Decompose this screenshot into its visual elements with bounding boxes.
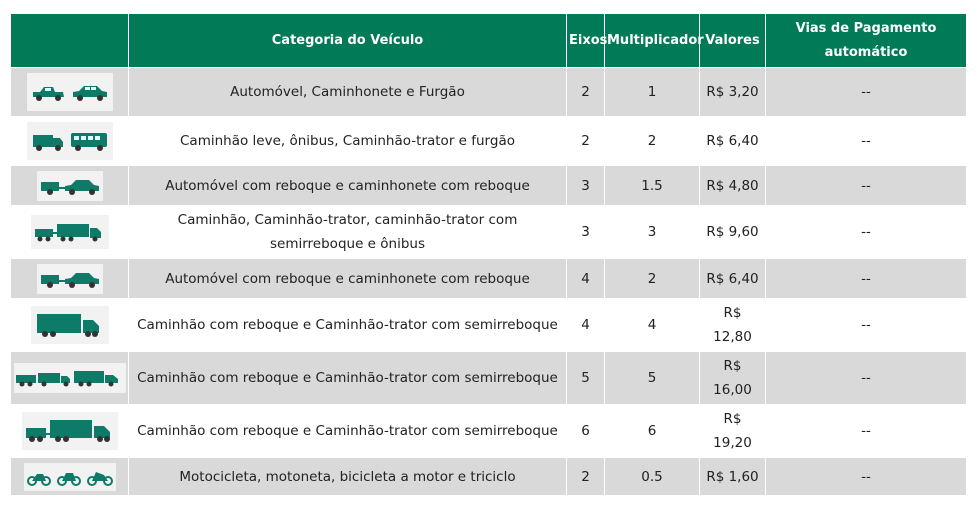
motorcycles-icon	[24, 463, 116, 491]
axles-cell: 3	[567, 166, 605, 206]
header-multiplier: Multiplicador	[605, 14, 700, 68]
vehicle-icon-cell	[11, 352, 129, 405]
vehicle-icon-cell	[11, 206, 129, 259]
value-cell	[700, 117, 766, 166]
category-cell: Automóvel com reboque e caminhonete com reboque	[129, 166, 567, 206]
vehicle-icon-cell	[11, 68, 129, 117]
table-row	[11, 259, 967, 299]
vehicle-icon-cell	[11, 299, 129, 352]
value-cell	[700, 206, 766, 259]
value-cell	[700, 405, 766, 458]
table-row	[11, 458, 967, 496]
auto-payment-cell: --	[766, 405, 967, 458]
category-cell: Automóvel, Caminhonete e Furgão	[129, 68, 567, 117]
value-text: R$ 19,20	[713, 411, 752, 451]
value-text: R$ 6,40	[706, 270, 759, 287]
car-with-trailer-icon	[37, 264, 103, 294]
auto-payment-cell: --	[766, 352, 967, 405]
table-row	[11, 206, 967, 259]
multiplier-cell: 1	[605, 68, 700, 117]
toll-table-container	[10, 13, 966, 496]
multiplier-cell: 0.5	[605, 458, 700, 496]
table-row	[11, 405, 967, 458]
category-cell: Automóvel com reboque e caminhonete com reboque	[129, 259, 567, 299]
multiplier-cell: 2	[605, 259, 700, 299]
category-cell: Caminhão, Caminhão-trator, caminhão-trator com semirreboque e ônibus	[129, 206, 567, 259]
header-category: Categoria do Veículo	[129, 14, 567, 68]
axles-cell: 4	[567, 259, 605, 299]
table-row	[11, 352, 967, 405]
auto-payment-cell: --	[766, 68, 967, 117]
axles-cell: 4	[567, 299, 605, 352]
category-cell: Caminhão com reboque e Caminhão-trator com semirreboque	[129, 299, 567, 352]
value-text: R$ 16,00	[713, 358, 752, 398]
car-and-pickup-icon	[27, 73, 113, 111]
multiplier-cell: 2	[605, 117, 700, 166]
value-cell	[700, 166, 766, 206]
table-row	[11, 166, 967, 206]
tractor-semitrailer-icon	[31, 215, 109, 249]
axles-cell: 2	[567, 458, 605, 496]
truck-and-bus-icon	[27, 122, 113, 160]
vehicle-icon-cell	[11, 117, 129, 166]
vehicle-icon-cell	[11, 405, 129, 458]
multiplier-cell: 5	[605, 352, 700, 405]
table-row	[11, 117, 967, 166]
category-cell: Caminhão com reboque e Caminhão-trator com semirreboque	[129, 352, 567, 405]
value-cell	[700, 352, 766, 405]
vehicle-icon-cell	[11, 259, 129, 299]
multiplier-cell: 4	[605, 299, 700, 352]
auto-payment-cell: --	[766, 117, 967, 166]
value-text: R$ 1,60	[706, 468, 759, 485]
header-auto-payment: Vias de Pagamento automático	[766, 14, 967, 68]
header-row	[11, 14, 967, 68]
axles-cell: 5	[567, 352, 605, 405]
category-cell: Motocicleta, motoneta, bicicleta a motor e triciclo	[129, 458, 567, 496]
vehicle-icon-cell	[11, 458, 129, 496]
header-axles: Eixos	[567, 14, 605, 68]
auto-payment-cell: --	[766, 166, 967, 206]
axles-cell: 3	[567, 206, 605, 259]
auto-payment-cell: --	[766, 259, 967, 299]
value-cell	[700, 458, 766, 496]
toll-table	[10, 13, 967, 496]
axles-cell: 2	[567, 117, 605, 166]
value-text: R$ 3,20	[706, 84, 759, 100]
value-cell	[700, 299, 766, 352]
table-row	[11, 299, 967, 352]
car-with-trailer-icon	[37, 171, 103, 201]
auto-payment-cell: --	[766, 299, 967, 352]
multiplier-cell: 1.5	[605, 166, 700, 206]
value-cell	[700, 68, 766, 117]
table-row	[11, 68, 967, 117]
value-text: R$ 9,60	[706, 224, 759, 240]
vehicle-icon-cell	[11, 166, 129, 206]
auto-payment-cell: --	[766, 458, 967, 496]
value-text: R$ 6,40	[706, 133, 759, 149]
heavy-truck-trailer-icon	[22, 412, 118, 450]
multiplier-cell: 6	[605, 405, 700, 458]
axles-cell: 2	[567, 68, 605, 117]
long-truck-combinations-icon	[14, 363, 126, 393]
header-icon-col	[11, 14, 129, 68]
axles-cell: 6	[567, 405, 605, 458]
category-cell: Caminhão com reboque e Caminhão-trator com semirreboque	[129, 405, 567, 458]
value-text: R$ 4,80	[706, 177, 759, 194]
header-values: Valores	[700, 14, 766, 68]
auto-payment-cell: --	[766, 206, 967, 259]
category-cell: Caminhão leve, ônibus, Caminhão-trator e furgão	[129, 117, 567, 166]
value-cell	[700, 259, 766, 299]
truck-with-trailer-icon	[31, 306, 109, 344]
value-text: R$ 12,80	[713, 305, 752, 345]
multiplier-cell: 3	[605, 206, 700, 259]
